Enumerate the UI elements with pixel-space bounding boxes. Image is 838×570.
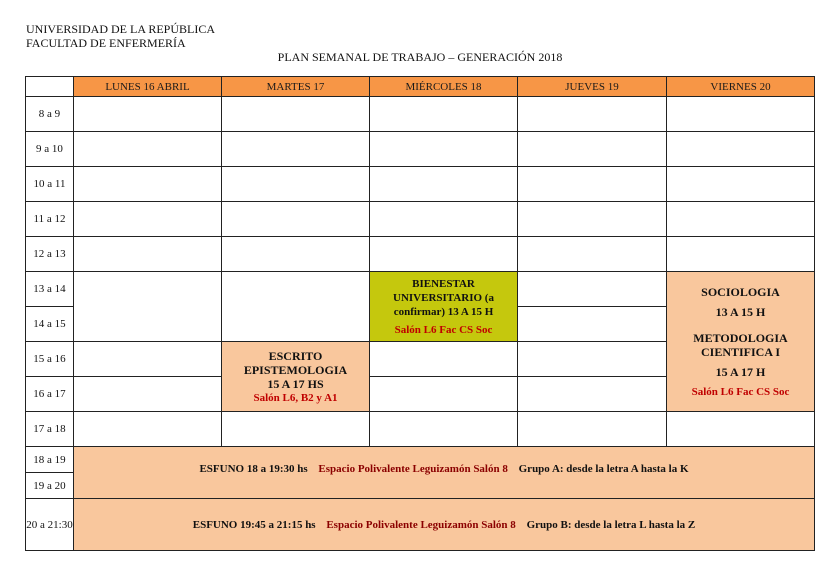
event-group: Grupo A: desde la letra A hasta la K — [518, 463, 689, 475]
table-row — [26, 447, 815, 473]
schedule-cell — [518, 307, 667, 342]
event-room: Salón L6, B2 y A1 — [253, 391, 338, 404]
time-slot: 11 a 12 — [26, 202, 74, 237]
time-slot: 9 a 10 — [26, 132, 74, 167]
schedule-cell — [518, 342, 667, 377]
event-time: 15 A 17 H — [715, 364, 766, 379]
event-title: EPISTEMOLOGIA — [243, 362, 348, 377]
table-row — [26, 132, 815, 167]
table-row — [26, 499, 815, 551]
schedule-cell — [667, 97, 815, 132]
day-wednesday: MIÉRCOLES 18 — [370, 77, 518, 97]
day-monday: LUNES 16 ABRIL — [74, 77, 222, 97]
schedule-cell — [370, 377, 518, 412]
schedule-cell — [667, 167, 815, 202]
schedule-cell — [667, 202, 815, 237]
event-title: confirmar) 13 A 15 H — [393, 305, 494, 318]
schedule-cell — [518, 272, 667, 307]
schedule-cell — [74, 202, 222, 237]
schedule-cell — [74, 377, 222, 412]
event-time: 13 A 15 H — [715, 304, 766, 319]
table-row — [26, 202, 815, 237]
time-slot: 18 a 19 — [26, 447, 74, 473]
event-place: Espacio Polivalente Leguizamón Salón 8 — [318, 463, 508, 475]
time-slot: 13 a 14 — [26, 272, 74, 307]
table-row — [26, 272, 815, 307]
event-name: ESFUNO 19:45 a 21:15 hs — [192, 518, 316, 531]
schedule-cell — [518, 412, 667, 447]
event-place: Espacio Polivalente Leguizamón Salón 8 — [326, 518, 516, 531]
faculty-name: FACULTAD DE ENFERMERÍA — [26, 36, 186, 50]
schedule-cell — [74, 272, 222, 342]
schedule-cell — [74, 342, 222, 377]
event-esfuno-group-a — [74, 447, 815, 499]
event-bienestar — [370, 272, 518, 342]
schedule-cell — [370, 97, 518, 132]
schedule-cell — [370, 167, 518, 202]
schedule-cell — [518, 167, 667, 202]
schedule-cell — [518, 132, 667, 167]
schedule-cell — [518, 97, 667, 132]
event-title: METODOLOGIA — [693, 330, 788, 345]
event-room: Salón L6 Fac CS Soc — [394, 323, 493, 336]
schedule-cell — [518, 237, 667, 272]
schedule-cell — [370, 132, 518, 167]
schedule-cell — [370, 342, 518, 377]
day-thursday: JUEVES 19 — [518, 77, 667, 97]
time-slot: 14 a 15 — [26, 307, 74, 342]
event-sociologia — [667, 272, 815, 412]
table-row — [26, 412, 815, 447]
schedule-cell — [667, 412, 815, 447]
event-esfuno-group-b — [74, 499, 815, 551]
time-slot: 8 a 9 — [26, 97, 74, 132]
university-name: UNIVERSIDAD DE LA REPÚBLICA — [26, 22, 215, 36]
schedule-cell — [667, 237, 815, 272]
schedule-cell — [74, 97, 222, 132]
event-group: Grupo B: desde la letra L hasta la Z — [526, 518, 696, 531]
schedule-cell — [222, 132, 370, 167]
weekly-schedule-table — [25, 76, 815, 551]
schedule-cell — [518, 202, 667, 237]
table-row — [26, 167, 815, 202]
schedule-cell — [222, 272, 370, 342]
day-tuesday: MARTES 17 — [222, 77, 370, 97]
time-slot: 20 a 21:30 — [26, 499, 74, 551]
time-slot: 16 a 17 — [26, 377, 74, 412]
schedule-cell — [370, 202, 518, 237]
schedule-cell — [518, 377, 667, 412]
event-time: 15 A 17 HS — [267, 376, 324, 391]
day-friday: VIERNES 20 — [667, 77, 815, 97]
table-row — [26, 237, 815, 272]
time-slot: 19 a 20 — [26, 473, 74, 499]
event-room: Salón L6 Fac CS Soc — [691, 385, 790, 398]
schedule-cell — [222, 412, 370, 447]
time-slot: 12 a 13 — [26, 237, 74, 272]
time-slot: 10 a 11 — [26, 167, 74, 202]
table-row — [26, 97, 815, 132]
schedule-cell — [74, 412, 222, 447]
schedule-cell — [222, 97, 370, 132]
event-escrito-epistemologia — [222, 342, 370, 412]
time-slot: 17 a 18 — [26, 412, 74, 447]
header-row — [26, 77, 815, 97]
event-title: ESCRITO — [268, 348, 323, 363]
schedule-cell — [370, 412, 518, 447]
schedule-cell — [74, 167, 222, 202]
event-title: CIENTIFICA I — [700, 344, 781, 359]
corner-cell — [26, 77, 74, 97]
schedule-cell — [370, 237, 518, 272]
event-title: UNIVERSITARIO (a — [393, 291, 494, 304]
schedule-cell — [222, 202, 370, 237]
schedule-cell — [222, 167, 370, 202]
event-title: BIENESTAR — [412, 277, 475, 290]
schedule-cell — [667, 132, 815, 167]
schedule-cell — [74, 132, 222, 167]
event-name: ESFUNO 18 a 19:30 hs — [199, 463, 308, 475]
time-slot: 15 a 16 — [26, 342, 74, 377]
schedule-cell — [74, 237, 222, 272]
schedule-cell — [222, 237, 370, 272]
plan-title: PLAN SEMANAL DE TRABAJO – GENERACIÓN 2018 — [277, 50, 563, 64]
event-title: SOCIOLOGIA — [701, 284, 780, 299]
